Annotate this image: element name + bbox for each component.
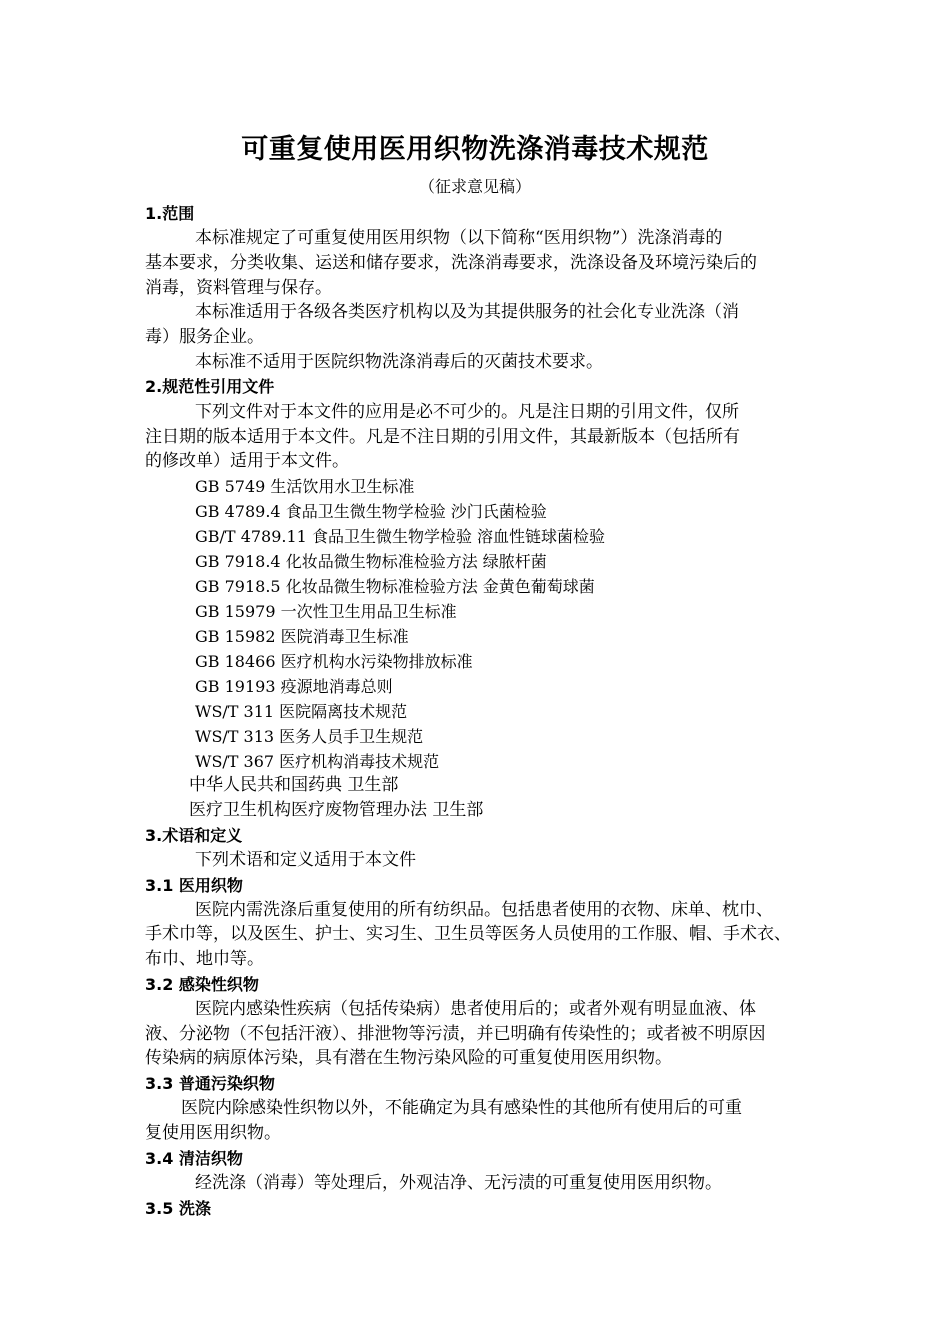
- paragraph-line: 注日期的版本适用于本文件。凡是不注日期的引用文件，其最新版本（包括所有: [145, 427, 740, 447]
- reference-item: GB 15982 医院消毒卫生标准: [195, 627, 409, 646]
- paragraph-line: 本标准适用于各级各类医疗机构以及为其提供服务的社会化专业洗涤（消: [195, 302, 739, 322]
- reference-item: GB 15979 一次性卫生用品卫生标准: [195, 602, 457, 621]
- paragraph-line: 毒）服务企业。: [145, 327, 264, 347]
- subsection-heading: 3.1 医用织物: [145, 876, 243, 895]
- section-heading-terms: 3.术语和定义: [145, 826, 243, 845]
- paragraph-line: 的修改单）适用于本文件。: [145, 451, 349, 471]
- reference-item: GB 19193 疫源地消毒总则: [195, 677, 393, 696]
- paragraph-line: 下列术语和定义适用于本文件: [195, 850, 416, 870]
- reference-item: WS/T 311 医院隔离技术规范: [195, 702, 408, 721]
- reference-item: WS/T 367 医疗机构消毒技术规范: [195, 752, 440, 771]
- paragraph-line: 医院内除感染性织物以外，不能确定为具有感染性的其他所有使用后的可重: [181, 1098, 742, 1118]
- paragraph-line: 复使用医用织物。: [145, 1123, 281, 1143]
- paragraph-line: 液、分泌物（不包括汗液）、排泄物等污渍，并已明确有传染性的；或者被不明原因: [145, 1024, 766, 1044]
- section-heading-normative-refs: 2.规范性引用文件: [145, 377, 275, 396]
- paragraph-line: 布巾、地巾等。: [145, 949, 264, 969]
- reference-item: 中华人民共和国药典 卫生部: [189, 775, 399, 795]
- reference-item: GB/T 4789.11 食品卫生微生物学检验 溶血性链球菌检验: [195, 527, 606, 546]
- reference-item: GB 18466 医疗机构水污染物排放标准: [195, 652, 473, 671]
- paragraph-line: 本标准不适用于医院织物洗涤消毒后的灭菌技术要求。: [195, 352, 603, 372]
- reference-item: GB 4789.4 食品卫生微生物学检验 沙门氏菌检验: [195, 502, 547, 521]
- section-heading-scope: 1.范围: [145, 204, 195, 223]
- paragraph-line: 手术巾等，以及医生、护士、实习生、卫生员等医务人员使用的工作服、帽、手术衣、: [145, 924, 791, 944]
- reference-item: GB 5749 生活饮用水卫生标准: [195, 477, 415, 496]
- paragraph-line: 传染病的病原体污染，具有潜在生物污染风险的可重复使用医用织物。: [145, 1048, 672, 1068]
- reference-item: GB 7918.5 化妆品微生物标准检验方法 金黄色葡萄球菌: [195, 577, 595, 596]
- page-subtitle: （征求意见稿）: [418, 177, 531, 196]
- paragraph-line: 医院内感染性疾病（包括传染病）患者使用后的；或者外观有明显血液、体: [195, 999, 756, 1019]
- subsection-heading: 3.4 清洁织物: [145, 1149, 243, 1168]
- paragraph-line: 本标准规定了可重复使用医用织物（以下简称“医用织物”）洗涤消毒的: [195, 228, 723, 248]
- subsection-heading: 3.3 普通污染织物: [145, 1074, 275, 1093]
- reference-item: GB 7918.4 化妆品微生物标准检验方法 绿脓杆菌: [195, 552, 547, 571]
- reference-item: WS/T 313 医务人员手卫生规范: [195, 727, 424, 746]
- paragraph-line: 医院内需洗涤后重复使用的所有纺织品。包括患者使用的衣物、床单、枕巾、: [195, 900, 773, 920]
- paragraph-line: 基本要求，分类收集、运送和储存要求，洗涤消毒要求，洗涤设备及环境污染后的: [145, 253, 757, 273]
- page-title: 可重复使用医用织物洗涤消毒技术规范: [241, 134, 709, 165]
- paragraph-line: 经洗涤（消毒）等处理后，外观洁净、无污渍的可重复使用医用织物。: [195, 1173, 722, 1193]
- paragraph-line: 消毒，资料管理与保存。: [145, 278, 332, 298]
- reference-item: 医疗卫生机构医疗废物管理办法 卫生部: [189, 800, 484, 820]
- subsection-heading: 3.5 洗涤: [145, 1199, 211, 1218]
- paragraph-line: 下列文件对于本文件的应用是必不可少的。凡是注日期的引用文件，仅所: [195, 402, 739, 422]
- subsection-heading: 3.2 感染性织物: [145, 975, 259, 994]
